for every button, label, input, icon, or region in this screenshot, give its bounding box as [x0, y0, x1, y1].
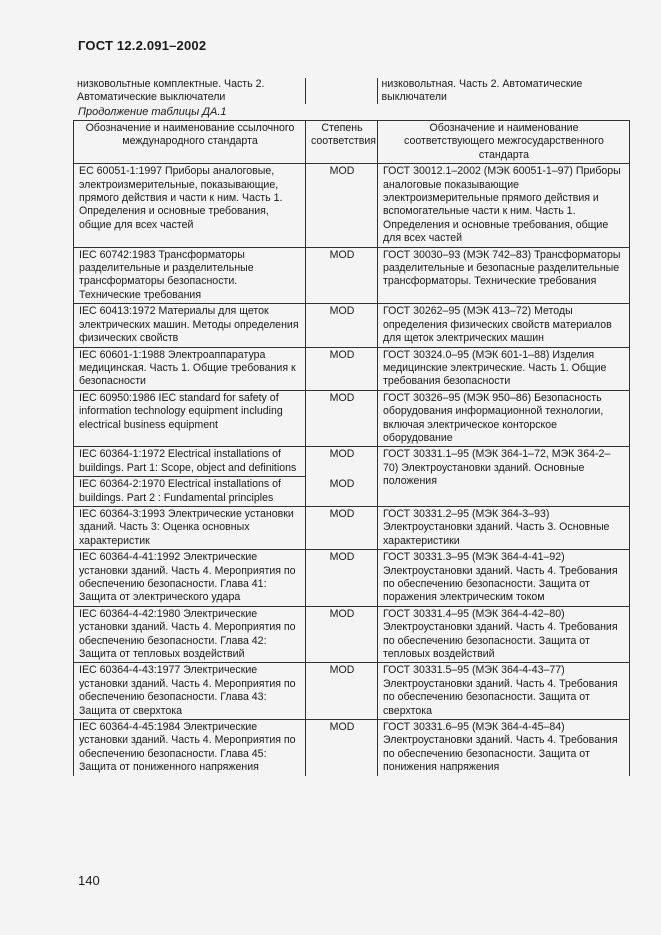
degree-cell: MOD — [306, 347, 378, 390]
degree-cell: MOD — [306, 720, 378, 776]
table-row — [74, 347, 630, 390]
degree-cell: MOD — [306, 506, 378, 549]
intl-standard-cell: IEC 60364-2:1970 Electrical installations of buildings. Part 2 : Fundamental principles — [74, 477, 306, 507]
degree-cell: MOD — [306, 606, 378, 663]
table-header-row — [74, 121, 630, 164]
table-row — [74, 663, 630, 720]
table-row — [74, 304, 630, 347]
table-row — [74, 720, 630, 776]
table-row — [74, 506, 630, 549]
correspondence-table — [73, 120, 630, 776]
intl-standard-cell: IEC 60364-4-42:1980 Электрические установки зданий. Часть 4. Мероприятия по обеспечению безопасности. Глава 42: Защита от тепловых воздействий — [74, 606, 306, 663]
table-row — [74, 164, 630, 247]
header-national: Обозначение и наименование соответствующего межгосударственного стандарта — [378, 121, 630, 164]
national-standard-cell: ГОСТ 30262–95 (МЭК 413–72) Методы определения физических свойств материалов для щеток электрических машин — [378, 304, 630, 347]
degree-cell: MOD — [306, 447, 378, 477]
national-standard-cell: ГОСТ 30331.2–95 (МЭК 364-3–93) Электроустановки зданий. Часть 3. Основные характеристики — [378, 506, 630, 549]
national-standard-cell: ГОСТ 30331.3–95 (МЭК 364-4-41–92) Электроустановки зданий. Часть 4. Требования по обеспечению безопасности. Защита от поражения электрическим током — [378, 550, 630, 607]
national-standard-cell: ГОСТ 30012.1–2002 (МЭК 60051-1–97) Приборы аналоговые показывающие электроизмерительные прямого действия и вспомогательные части к ним. Часть 1. Определения и основные требования, общие для всех частей — [378, 164, 630, 247]
degree-cell: MOD — [306, 663, 378, 720]
degree-cell: MOD — [306, 164, 378, 247]
table-row — [74, 390, 630, 447]
header-intl: Обозначение и наименование ссылочного международного стандарта — [74, 121, 306, 164]
national-standard-cell: ГОСТ 30331.5–95 (МЭК 364-4-43–77) Электроустановки зданий. Часть 4. Требования по обеспечению безопасности. Защита от сверхтока — [378, 663, 630, 720]
national-standard-cell: ГОСТ 30331.4–95 (МЭК 364-4-42–80) Электроустановки зданий. Часть 4. Требования по обеспечению безопасности. Защита от тепловых воздействий — [378, 606, 630, 663]
degree-cell — [305, 78, 377, 104]
intl-standard-cell: IEC 60364-3:1993 Электрические установки зданий. Часть 3: Оценка основных характеристик — [74, 506, 306, 549]
document-header: ГОСТ 12.2.091–2002 — [78, 38, 207, 53]
intl-standard-cell: IEC 60364-4-45:1984 Электрические установки зданий. Часть 4. Мероприятия по обеспечению безопасности. Глава 45: Защита от пониженного напряжения — [74, 720, 306, 776]
national-standard-cell: ГОСТ 30324.0–95 (МЭК 601-1–88) Изделия медицинские электрические. Часть 1. Общие требования безопасности — [378, 347, 630, 390]
page-number: 140 — [78, 873, 100, 888]
table-row — [74, 247, 630, 304]
intl-standard-cell: низковольтные комплектные. Часть 2. Автоматические выключатели — [77, 78, 265, 104]
degree-cell: MOD — [306, 390, 378, 447]
intl-standard-cell: IEC 60742:1983 Трансформаторы разделительные и разделительные трансформаторы безопасности. Технические требования — [74, 247, 306, 304]
national-standard-cell: ГОСТ 30331.1–95 (МЭК 364-1–72, МЭК 364-2–70) Электроустановки зданий. Основные положения — [378, 447, 630, 507]
continued-rows — [73, 78, 629, 104]
intl-standard-cell: IEC 60364-4-43:1977 Электрические установки зданий. Часть 4. Мероприятия по обеспечению безопасности. Глава 43: Защита от сверхтока — [74, 663, 306, 720]
national-standard-cell: ГОСТ 30331.6–95 (МЭК 364-4-45–84) Электроустановки зданий. Часть 4. Требования по обеспечению безопасности. Защита от понижения напряжения — [378, 720, 630, 776]
intl-standard-cell: ЕС 60051-1:1997 Приборы аналоговые, электроизмерительные, показывающие, прямого действия и части к ним. Часть 1. Определения и основные требования, общие для всех частей — [74, 164, 306, 247]
national-standard-cell: ГОСТ 30030–93 (МЭК 742–83) Трансформаторы разделительные и безопасные разделительные трансформаторы. Технические требования — [378, 247, 630, 304]
intl-standard-cell: IEC 60413:1972 Материалы для щеток электрических машин. Методы определения физических свойств — [74, 304, 306, 347]
national-standard-cell: ГОСТ 30326–95 (МЭК 950–86) Безопасность оборудования информационной технологии, включая электрическое конторское оборудование — [378, 390, 630, 447]
intl-standard-cell: IEC 60364-4-41:1992 Электрические установки зданий. Часть 4. Мероприятия по обеспечению безопасности. Глава 41: Защита от электрического удара — [74, 550, 306, 607]
degree-cell: MOD — [306, 247, 378, 304]
table-row — [74, 606, 630, 663]
degree-cell: MOD — [306, 304, 378, 347]
header-degree: Степень соответствия — [306, 121, 378, 164]
intl-standard-cell: IEC 60364-1:1972 Electrical installations of buildings. Part 1: Scope, object and definitions — [74, 447, 306, 477]
degree-cell: MOD — [306, 477, 378, 507]
table-row — [74, 550, 630, 607]
table-row — [74, 447, 630, 477]
intl-standard-cell: IEC 60950:1986 IEC standard for safety of information technology equipment including electrical business equipment — [74, 390, 306, 447]
degree-cell: MOD — [306, 550, 378, 607]
intl-standard-cell: IEC 60601-1:1988 Электроаппаратура медицинская. Часть 1. Общие требования к безопасности — [74, 347, 306, 390]
table-row — [73, 78, 629, 104]
national-standard-cell: низковольтная. Часть 2. Автоматические выключатели — [377, 78, 629, 104]
table-caption: Продолжение таблицы ДА.1 — [78, 106, 227, 118]
